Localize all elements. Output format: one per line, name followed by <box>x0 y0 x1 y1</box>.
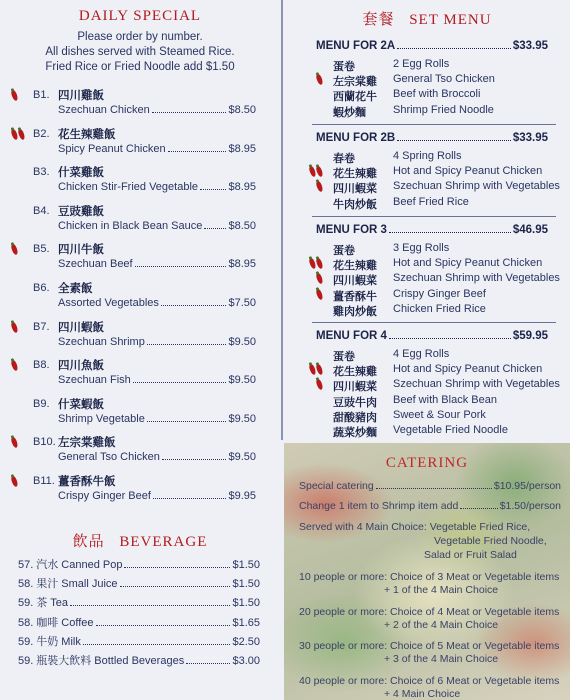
leader-dots <box>133 374 227 383</box>
item-chinese-name: 什菜蝦飯 <box>58 398 104 411</box>
set-menu-item <box>284 303 570 317</box>
set-item-name: Szechuan Shrimp with Vegetables <box>393 378 560 391</box>
set-menu-title-cn: 套餐 <box>362 12 395 28</box>
item-chinese-name: 四川雞飯 <box>58 90 104 102</box>
chili-pepper-icon <box>17 128 25 140</box>
served-line: Vegetable Fried Noodle, <box>434 535 547 547</box>
set-item-name: Beef Fried Rice <box>393 195 469 208</box>
special-item <box>0 470 270 508</box>
item-price-row <box>58 297 256 309</box>
set-item-chinese: 豆豉牛肉 <box>333 396 377 409</box>
item-name: Szechuan Shrimp <box>58 335 145 348</box>
shrimp-add-row <box>299 500 561 512</box>
daily-special-note <box>0 30 280 75</box>
beverage-name: Tea <box>50 597 69 610</box>
special-item <box>0 84 270 122</box>
set-item-chinese: 雞肉炒飯 <box>333 305 377 318</box>
set-menu-item <box>284 150 570 164</box>
set-menu-title <box>284 8 570 29</box>
catering-option-line: + 3 of the 4 Main Choice <box>384 653 499 665</box>
leader-dots <box>204 220 226 229</box>
item-price: $9.50 <box>228 412 256 425</box>
chili-pepper-icon <box>315 166 323 178</box>
item-chinese-name: 花生辣雞飯 <box>58 128 116 141</box>
set-item-name: Hot and Spicy Peanut Chicken <box>393 165 543 178</box>
beverage-title <box>0 530 280 551</box>
item-name: Szechuan Chicken <box>58 104 150 116</box>
set-item-chinese: 花生辣雞 <box>333 168 377 181</box>
set-item-name: Vegetable Fried Noodle <box>393 424 508 436</box>
shrimp-add-label: Change 1 item to Shrimp item add <box>299 500 459 512</box>
set-menu-item <box>284 424 570 438</box>
set-item-name: 2 Egg Rolls <box>393 58 450 70</box>
leader-dots <box>389 330 511 339</box>
chili-pepper-icon <box>315 364 323 376</box>
set-menu-header <box>316 330 548 342</box>
leader-dots <box>397 132 511 141</box>
set-item-chinese: 牛肉炒飯 <box>333 198 377 211</box>
beverage-price: $1.50 <box>232 597 260 610</box>
beverage-number: 59. <box>18 655 34 667</box>
set-menu-item <box>284 272 570 286</box>
catering-option-line: 40 people or more: Choice of 6 Meat or Vegetable items <box>299 674 560 687</box>
set-item-name: Sweet & Sour Pork <box>393 408 486 421</box>
item-price: $8.50 <box>228 219 256 232</box>
chili-pepper-icon <box>10 360 18 372</box>
beverage-number: 58. <box>18 578 34 591</box>
set-menu-item <box>284 58 570 72</box>
item-chinese-name: 薑香酥牛飯 <box>58 476 116 488</box>
item-name: Crispy Ginger Beef <box>58 490 151 502</box>
item-price: $8.95 <box>228 258 256 271</box>
item-name: Chicken in Black Bean Sauce <box>58 219 203 232</box>
leader-dots <box>135 258 227 267</box>
set-menu-item <box>284 73 570 87</box>
leader-dots <box>124 559 230 568</box>
item-name: Chicken Stir-Fried Vegetable <box>58 181 199 194</box>
set-menu-item <box>284 257 570 271</box>
set-menu-name: MENU FOR 3 <box>316 224 387 236</box>
shrimp-add-price: $1.50/person <box>499 500 561 512</box>
leader-dots <box>147 413 227 422</box>
special-item <box>0 238 270 276</box>
set-item-name: Hot and Spicy Peanut Chicken <box>393 363 543 376</box>
item-number: B8. <box>33 359 50 372</box>
note-line: Please order by number. <box>77 31 203 43</box>
beverage-chinese-name: 咖啡 <box>36 616 59 629</box>
beverage-name: Small Juice <box>61 578 118 591</box>
set-menu-item <box>284 363 570 377</box>
leader-dots <box>153 490 227 499</box>
set-menu-item <box>284 409 570 423</box>
chili-pepper-icon <box>10 437 18 449</box>
beverage-price: $3.00 <box>232 655 260 667</box>
catering-option-line: 30 people or more: Choice of 5 Meat or Vegetable items <box>299 640 560 652</box>
special-item <box>0 354 270 392</box>
item-number: B11. <box>33 475 55 487</box>
set-item-name: Chicken Fried Rice <box>393 302 486 315</box>
set-item-chinese: 春卷 <box>333 153 355 165</box>
served-line: Salad or Fruit Salad <box>424 549 517 561</box>
leader-dots <box>162 451 227 460</box>
leader-dots <box>168 143 227 152</box>
catering-option-line: 10 people or more: Choice of 3 Meat or Vegetable items <box>299 571 560 583</box>
beverage-item <box>18 614 260 630</box>
set-menu-name: MENU FOR 2A <box>316 40 396 52</box>
item-name: Szechuan Beef <box>58 258 133 271</box>
leader-dots <box>376 480 492 489</box>
leader-dots <box>389 224 511 233</box>
item-number: B5. <box>33 243 50 256</box>
item-price-row <box>58 104 256 116</box>
set-item-name: Hot and Spicy Peanut Chicken <box>393 257 543 270</box>
beverage-price: $1.50 <box>232 578 260 591</box>
item-price: $9.50 <box>228 451 256 464</box>
set-menu-item <box>284 348 570 362</box>
special-item <box>0 316 270 354</box>
set-item-name: 4 Spring Rolls <box>393 150 462 162</box>
item-number: B3. <box>33 166 50 179</box>
beverage-number: 59. <box>18 597 34 610</box>
item-name: Szechuan Fish <box>58 374 131 387</box>
beverage-name: Coffee <box>61 616 94 629</box>
set-menu-name: MENU FOR 4 <box>316 330 387 342</box>
set-menu-item <box>284 196 570 210</box>
set-menu-header <box>316 40 548 52</box>
chili-pepper-icon <box>315 273 323 285</box>
special-item <box>0 161 270 199</box>
set-item-chinese: 四川蝦菜 <box>333 275 377 288</box>
set-item-chinese: 左宗棠雞 <box>333 76 377 89</box>
column-divider <box>281 0 283 440</box>
beverage-title-cn: 飲品 <box>72 534 105 550</box>
menu-separator <box>312 322 556 323</box>
special-item <box>0 393 270 431</box>
beverage-item <box>18 594 260 610</box>
set-item-name: Crispy Ginger Beef <box>393 287 486 300</box>
set-item-name: Szechuan Shrimp with Vegetables <box>393 180 560 193</box>
set-menu-item <box>284 180 570 194</box>
note-line: Fried Rice or Fried Noodle add $1.50 <box>45 61 235 73</box>
beverage-price: $1.50 <box>232 559 260 571</box>
item-price: $8.95 <box>228 142 256 155</box>
leader-dots <box>397 40 511 49</box>
beverage-item <box>18 556 260 572</box>
set-item-name: 4 Egg Rolls <box>393 348 450 360</box>
set-item-name: Szechuan Shrimp with Vegetables <box>393 272 560 285</box>
item-price: $9.50 <box>228 374 256 387</box>
catering-option-line: 20 people or more: Choice of 4 Meat or Vegetable items <box>299 605 560 618</box>
set-item-chinese: 蔬菜炒麵 <box>333 427 377 439</box>
item-number: B1. <box>33 89 50 101</box>
item-chinese-name: 四川蝦飯 <box>58 321 104 334</box>
special-catering-label: Special catering <box>299 480 374 492</box>
item-number: B10. <box>33 436 56 449</box>
item-chinese-name: 四川魚飯 <box>58 360 104 373</box>
beverage-name: Canned Pop <box>61 559 123 571</box>
beverage-price: $2.50 <box>232 635 260 648</box>
catering-title: CATERING <box>385 455 469 471</box>
special-item <box>0 123 270 161</box>
beverage-item <box>18 652 260 668</box>
leader-dots <box>152 104 227 113</box>
daily-special-title: DAILY SPECIAL <box>78 8 202 24</box>
catering-panel <box>284 443 570 700</box>
set-item-chinese: 蛋卷 <box>333 61 355 73</box>
chili-pepper-icon <box>315 288 323 300</box>
set-item-name: General Tso Chicken <box>393 73 495 86</box>
note-line: All dishes served with Steamed Rice. <box>45 46 235 58</box>
item-price-row <box>58 258 256 270</box>
beverage-name: Bottled Beverages <box>94 655 185 667</box>
item-price-row <box>58 413 256 425</box>
set-item-chinese: 蛋卷 <box>333 245 355 257</box>
item-price: $9.50 <box>228 335 256 348</box>
menu-separator <box>312 216 556 217</box>
item-chinese-name: 豆豉雞飯 <box>58 205 104 218</box>
set-menu-item <box>284 288 570 302</box>
item-price: $8.50 <box>228 104 256 116</box>
set-item-chinese: 四川蝦菜 <box>333 183 377 196</box>
set-menu-price: $59.95 <box>512 330 548 342</box>
chili-pepper-icon <box>315 74 323 86</box>
leader-dots <box>147 336 227 345</box>
beverage-chinese-name: 茶 <box>36 597 48 610</box>
set-menu-item <box>284 242 570 256</box>
item-chinese-name: 什菜雞飯 <box>58 167 104 180</box>
leader-dots <box>460 500 497 509</box>
beverage-chinese-name: 汽水 <box>36 559 59 571</box>
beverage-item <box>18 575 260 591</box>
catering-option-line: + 1 of the 4 Main Choice <box>384 584 499 596</box>
set-menu-item <box>284 378 570 392</box>
set-item-chinese: 花生辣雞 <box>333 366 377 379</box>
leader-dots <box>200 181 226 190</box>
beverage-number: 57. <box>18 559 34 571</box>
set-item-chinese: 薑香酥牛 <box>333 290 377 303</box>
set-item-chinese: 花生辣雞 <box>333 260 377 273</box>
item-number: B4. <box>33 204 50 217</box>
catering-option-line: + 4 Main Choice <box>384 687 461 700</box>
item-chinese-name: 左宗棠雞飯 <box>58 437 116 450</box>
beverage-chinese-name: 果汁 <box>36 578 59 591</box>
beverage-price: $1.65 <box>232 616 260 629</box>
leader-dots <box>83 636 231 645</box>
set-menu-price: $46.95 <box>512 224 548 236</box>
item-price-row <box>58 220 256 232</box>
catering-option-line: + 2 of the 4 Main Choice <box>384 618 499 631</box>
chili-pepper-icon <box>315 258 323 270</box>
beverage-item <box>18 633 260 649</box>
item-price-row <box>58 143 256 155</box>
chili-pepper-icon <box>315 181 323 193</box>
set-item-chinese: 蛋卷 <box>333 351 355 363</box>
set-menu-price: $33.95 <box>512 40 548 52</box>
beverage-number: 58. <box>18 616 34 629</box>
set-item-name: Beef with Broccoli <box>393 88 481 101</box>
item-price-row <box>58 451 256 463</box>
item-number: B2. <box>33 127 50 140</box>
set-item-chinese: 西蘭花牛 <box>333 91 377 104</box>
set-item-chinese: 蝦炒麵 <box>333 106 366 119</box>
special-item <box>0 200 270 238</box>
set-menu-item <box>284 394 570 408</box>
item-chinese-name: 全素飯 <box>58 283 93 295</box>
chili-pepper-icon <box>315 379 323 391</box>
set-item-name: Shrimp Fried Noodle <box>393 103 494 116</box>
beverage-chinese-name: 瓶裝大飲料 <box>36 655 92 667</box>
leader-dots <box>70 597 230 606</box>
item-number: B7. <box>33 320 50 333</box>
beverage-chinese-name: 牛奶 <box>36 635 59 648</box>
set-menu-name: MENU FOR 2B <box>316 132 396 144</box>
served-line: Served with 4 Main Choice: Vegetable Fried Rice, <box>299 521 531 533</box>
chili-pepper-icon <box>10 475 18 487</box>
item-number: B9. <box>33 397 50 410</box>
item-price-row <box>58 336 256 348</box>
item-name: Assorted Vegetables <box>58 297 159 309</box>
left-column <box>0 0 280 700</box>
leader-dots <box>96 617 231 626</box>
item-price-row <box>58 181 256 193</box>
chili-pepper-icon <box>10 89 18 101</box>
beverage-name: Milk <box>61 635 81 648</box>
set-item-chinese: 甜酸豬肉 <box>333 411 377 424</box>
set-menu-header <box>316 132 548 144</box>
item-price: $8.95 <box>228 181 256 194</box>
special-item <box>0 277 270 315</box>
set-menu-title-en: SET MENU <box>409 12 492 28</box>
beverage-number: 59. <box>18 635 34 648</box>
special-catering-row <box>299 480 561 492</box>
set-menu-item <box>284 88 570 102</box>
item-price-row <box>58 374 256 386</box>
leader-dots <box>120 578 231 587</box>
set-item-chinese: 四川蝦菜 <box>333 381 377 394</box>
set-menu-price: $33.95 <box>512 132 548 144</box>
item-price: $9.95 <box>228 490 256 502</box>
special-item <box>0 431 270 469</box>
set-menu-item <box>284 104 570 118</box>
item-name: General Tso Chicken <box>58 451 160 464</box>
special-catering-price: $10.95/person <box>493 480 561 492</box>
item-price: $7.50 <box>228 297 256 309</box>
leader-dots <box>186 655 230 664</box>
item-name: Shrimp Vegetable <box>58 412 145 425</box>
set-item-name: 3 Egg Rolls <box>393 242 450 254</box>
item-price-row <box>58 490 256 502</box>
chili-pepper-icon <box>10 244 18 256</box>
set-menu-header <box>316 224 548 236</box>
chili-pepper-icon <box>10 321 18 333</box>
set-item-name: Beef with Black Bean <box>393 393 497 406</box>
item-name: Spicy Peanut Chicken <box>58 142 166 155</box>
leader-dots <box>161 297 227 306</box>
item-chinese-name: 四川牛飯 <box>58 244 104 257</box>
beverage-title-en: BEVERAGE <box>119 534 208 550</box>
set-menu-item <box>284 165 570 179</box>
item-number: B6. <box>33 282 50 294</box>
menu-separator <box>312 124 556 125</box>
